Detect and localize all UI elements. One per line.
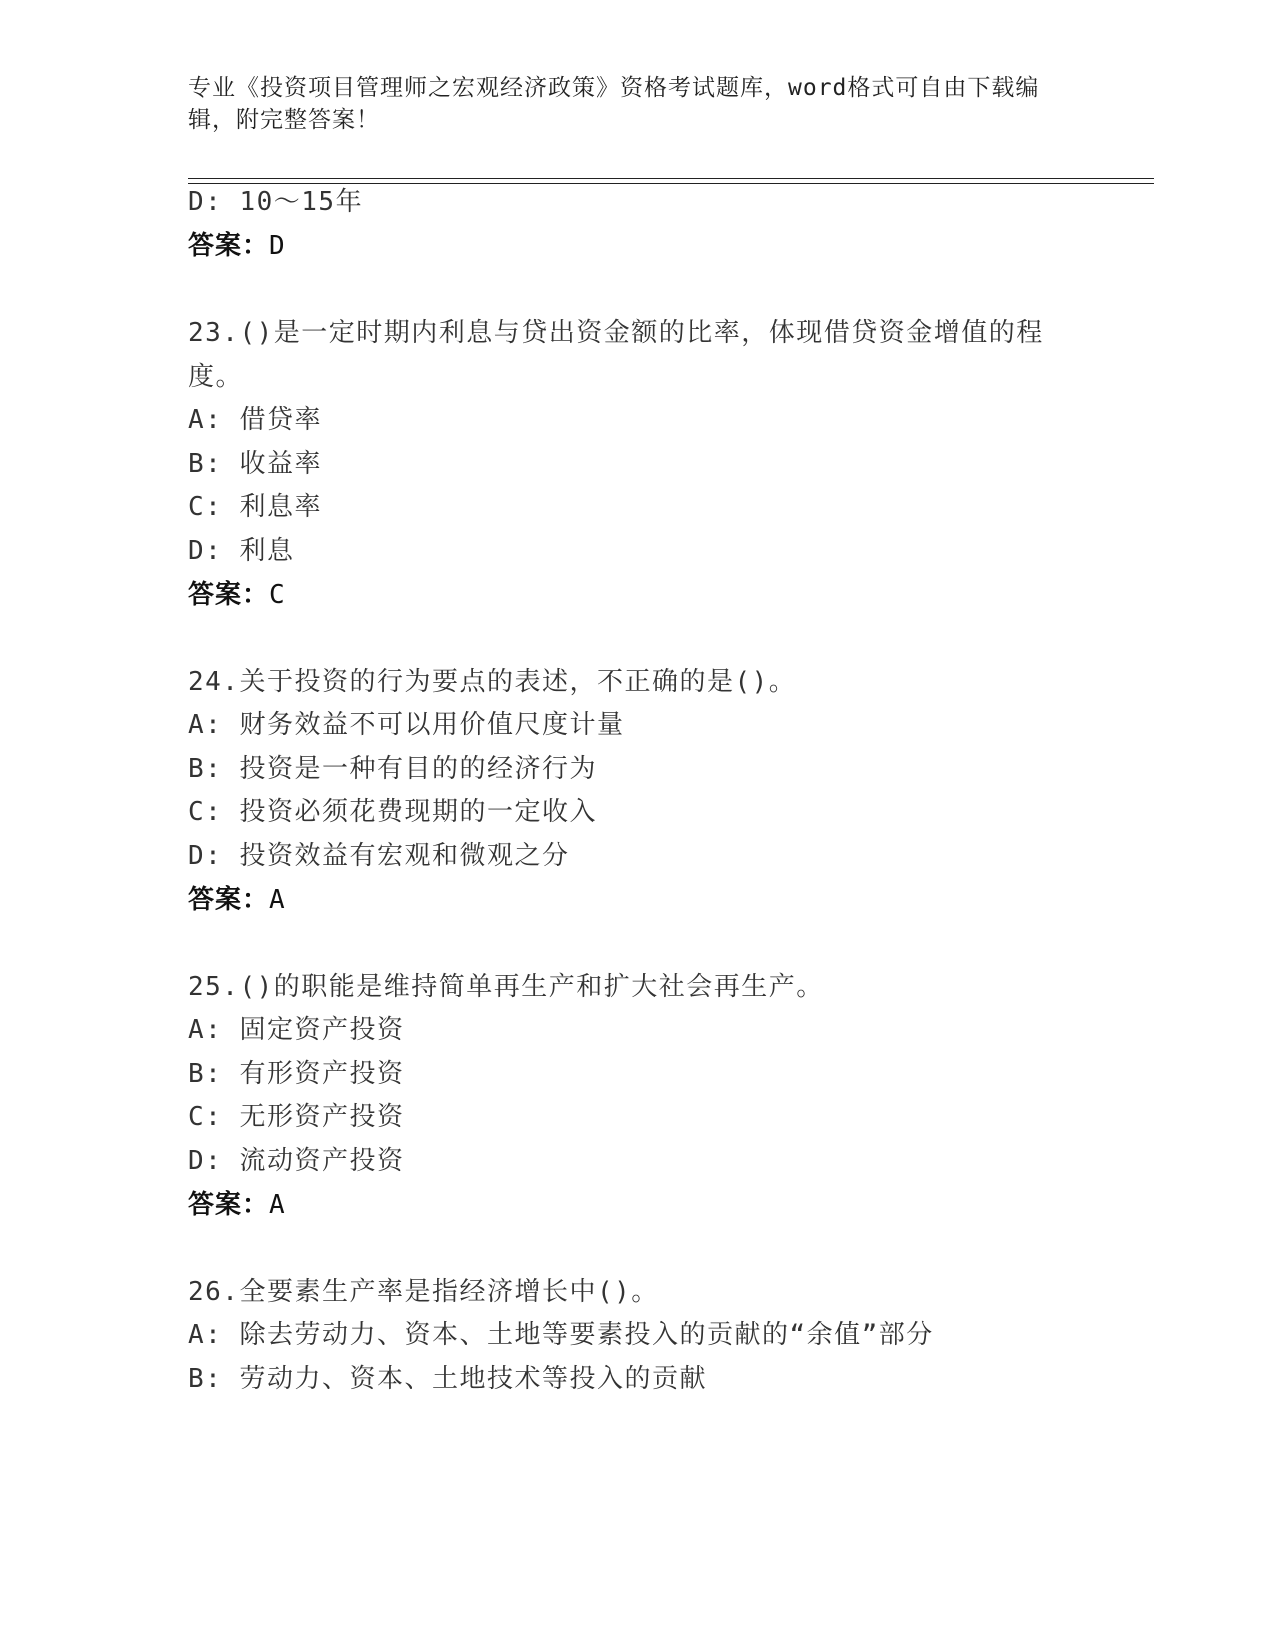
answer-value: A — [269, 1190, 286, 1220]
document-header — [188, 72, 1068, 136]
question-25-option-b: B: 有形资产投资 — [188, 1059, 405, 1089]
question-25-stem: 25.()的职能是维持简单再生产和扩大社会再生产。 — [188, 972, 824, 1002]
question-25-option-c: C: 无形资产投资 — [188, 1102, 405, 1132]
question-23-answer — [188, 578, 286, 612]
answer-label: 答案： — [188, 231, 270, 261]
answer-label: 答案： — [188, 580, 270, 610]
question-25-option-a: A: 固定资产投资 — [188, 1015, 405, 1045]
question-25-answer — [188, 1188, 286, 1222]
header-divider-top — [188, 178, 1154, 179]
answer-value: C — [269, 580, 286, 610]
question-26-option-a: A: 除去劳动力、资本、土地等要素投入的贡献的“余值”部分 — [188, 1320, 934, 1350]
question-23-option-a: A: 借贷率 — [188, 405, 322, 435]
question-24-option-d: D: 投资效益有宏观和微观之分 — [188, 841, 570, 871]
prev-answer — [188, 229, 286, 263]
question-24-option-c: C: 投资必须花费现期的一定收入 — [188, 797, 597, 827]
question-23-stem-line-2: 度。 — [188, 362, 244, 392]
question-23-option-b: B: 收益率 — [188, 449, 322, 479]
question-24-option-a: A: 财务效益不可以用价值尺度计量 — [188, 710, 625, 740]
question-25-option-d: D: 流动资产投资 — [188, 1146, 405, 1176]
header-line-1: 专业《投资项目管理师之宏观经济政策》资格考试题库，word格式可自由下载编 — [188, 75, 1040, 101]
question-23-stem-line-1: 23.()是一定时期内利息与贷出资金额的比率，体现借贷资金增值的程 — [188, 318, 1044, 348]
answer-value: D — [269, 231, 286, 261]
prev-option-d: D: 10～15年 — [188, 187, 364, 217]
question-23-option-d: D: 利息 — [188, 536, 295, 566]
question-24-option-b: B: 投资是一种有目的的经济行为 — [188, 754, 597, 784]
answer-label: 答案： — [188, 885, 270, 915]
answer-value: A — [269, 885, 286, 915]
question-24-answer — [188, 883, 286, 917]
question-26-option-b: B: 劳动力、资本、土地技术等投入的贡献 — [188, 1364, 707, 1394]
question-23-option-c: C: 利息率 — [188, 492, 322, 522]
header-divider-bottom — [188, 183, 1154, 184]
question-24-stem: 24.关于投资的行为要点的表述，不正确的是()。 — [188, 667, 797, 697]
header-line-2: 辑，附完整答案！ — [188, 107, 380, 133]
question-26-stem: 26.全要素生产率是指经济增长中()。 — [188, 1277, 659, 1307]
answer-label: 答案： — [188, 1190, 270, 1220]
